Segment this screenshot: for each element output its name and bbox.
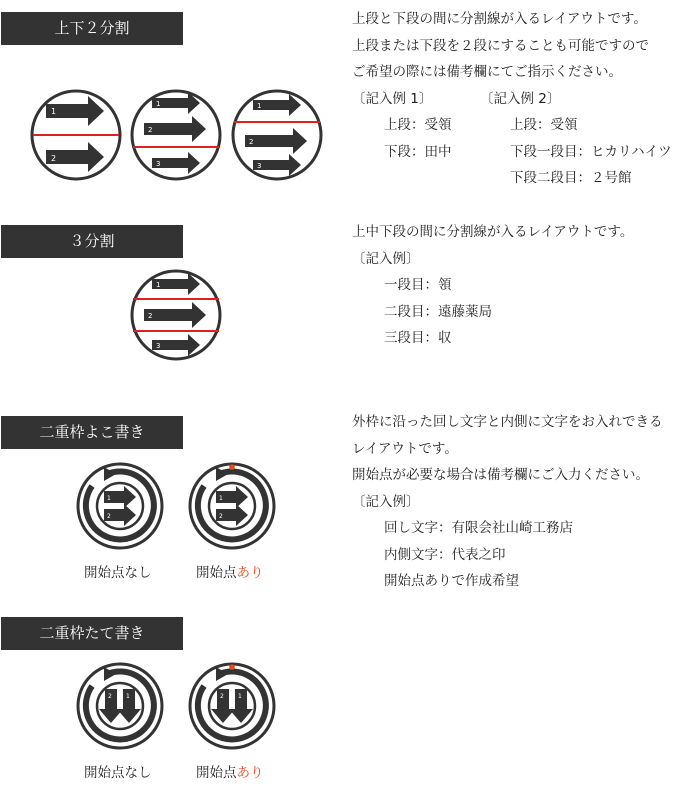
num-2: 2 <box>51 154 57 163</box>
desc-line: ご希望の際には備考欄にてご指示ください。 <box>352 64 622 80</box>
start-point-dot-icon <box>229 464 235 470</box>
num-3: 3 <box>156 342 161 350</box>
caption-with-start-point <box>196 761 264 781</box>
example-line: 回し文字：有限会社山崎工務店 <box>384 520 573 536</box>
example-line: 一段目：領 <box>384 277 452 293</box>
num-2: 2 <box>219 513 223 520</box>
example-line: 下段一段目：ヒカリハイツ <box>510 143 672 160</box>
example-line: 二段目：遠藤薬局 <box>384 303 492 320</box>
double-frame-vertical-stamp-with-start <box>188 662 276 750</box>
example-line: 上段：受領 <box>384 117 452 133</box>
example-line: 下段二段目：２号館 <box>510 170 632 186</box>
double-frame-horizontal-description <box>352 409 663 595</box>
example-heading: 〔記入例〕 <box>352 250 420 267</box>
double-frame-horizontal-stamp-no-start <box>76 462 164 550</box>
two-split-stamp-3 <box>231 89 323 181</box>
num-1: 1 <box>257 102 262 110</box>
caption-prefix: 開始点 <box>196 765 237 781</box>
section-label-double-frame-vertical: 二重枠たて書き <box>1 617 183 650</box>
num-2: 2 <box>249 138 254 146</box>
section-label-two-split: 上下２分割 <box>1 12 183 45</box>
section-label-three-split: ３分割 <box>1 225 183 258</box>
desc-line: 上段と下段の間に分割線が入るレイアウトです。 <box>352 11 647 27</box>
caption-accent: あり <box>236 565 264 581</box>
example-heading: 〔記入例 1〕 <box>352 90 433 107</box>
caption-with-start-point <box>196 561 264 581</box>
example-line: 内側文字：代表之印 <box>384 546 506 563</box>
caption-no-start-point: 開始点なし <box>84 765 152 781</box>
num-1: 1 <box>156 281 161 289</box>
num-1: 1 <box>156 100 161 108</box>
desc-line: 外枠に沿った回し文字と内側に文字をお入れできる <box>352 414 663 430</box>
example-columns <box>352 86 672 192</box>
start-point-dot-icon <box>229 664 235 670</box>
num-3: 3 <box>156 160 161 168</box>
num-1: 1 <box>51 107 57 116</box>
num-2: 2 <box>107 513 111 520</box>
num-2: 2 <box>148 312 153 320</box>
num-2: 2 <box>148 126 153 134</box>
example-heading: 〔記入例〕 <box>352 493 420 510</box>
section-label-double-frame-horizontal: 二重枠よこ書き <box>1 416 183 449</box>
example-line: 下段：田中 <box>384 143 452 160</box>
num-1: 1 <box>219 495 223 502</box>
two-split-description <box>352 6 672 192</box>
num-2: 2 <box>108 693 112 700</box>
num-1: 1 <box>107 495 111 502</box>
example-heading: 〔記入例 2〕 <box>480 90 561 107</box>
three-split-description <box>352 219 633 352</box>
desc-line: 上中下段の間に分割線が入るレイアウトです。 <box>352 224 634 240</box>
example-2 <box>480 86 672 192</box>
num-1: 1 <box>126 693 130 700</box>
num-1: 1 <box>238 693 242 700</box>
num-2: 2 <box>220 693 224 700</box>
caption-no-start-point: 開始点なし <box>84 565 152 581</box>
desc-line: 開始点が必要な場合は備考欄にご入力ください。 <box>352 467 649 483</box>
example-line: 三段目：収 <box>384 330 452 346</box>
example-1 <box>352 86 480 192</box>
example-line: 開始点ありで作成希望 <box>384 573 519 589</box>
three-split-stamp <box>130 269 222 361</box>
example-line: 上段：受領 <box>510 117 578 133</box>
caption-accent: あり <box>236 765 264 781</box>
desc-line: レイアウトです。 <box>352 440 458 457</box>
double-frame-vertical-stamp-no-start <box>76 662 164 750</box>
caption-prefix: 開始点 <box>196 565 237 581</box>
num-3: 3 <box>257 162 262 170</box>
two-split-stamp-2 <box>130 89 222 181</box>
desc-line: 上段または下段を２段にすることも可能ですので <box>352 37 649 54</box>
two-split-stamp-1 <box>30 89 122 181</box>
double-frame-horizontal-stamp-with-start <box>188 462 276 550</box>
